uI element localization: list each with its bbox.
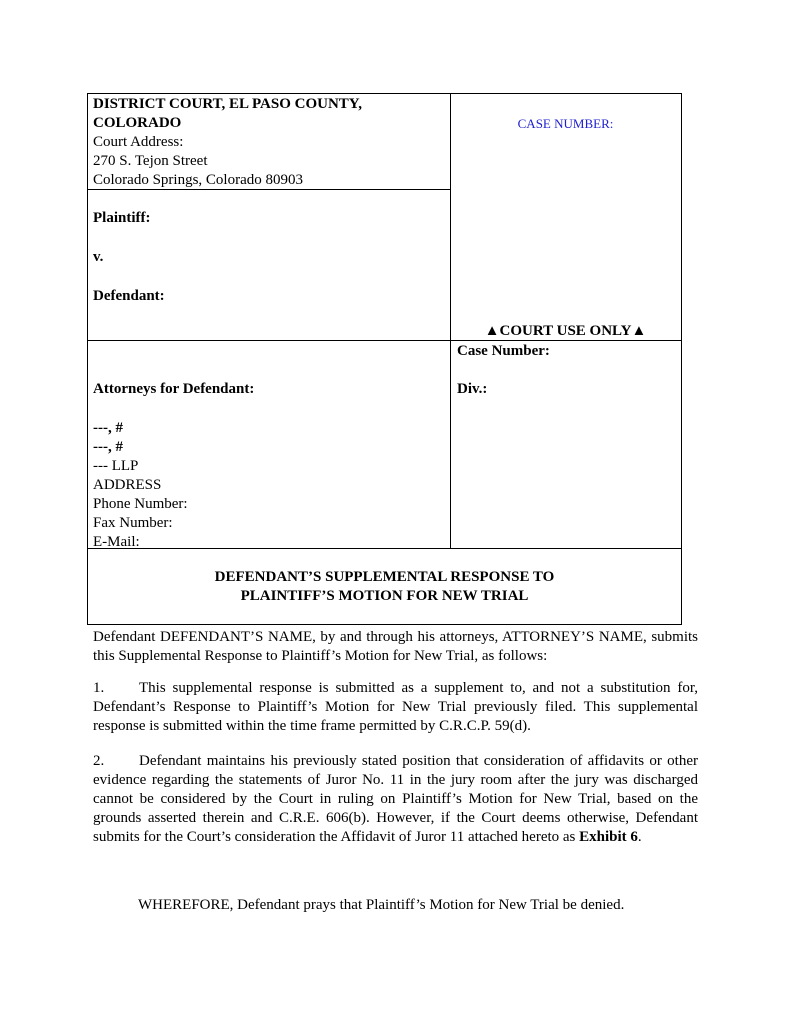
attorney-line2: ---, # xyxy=(93,439,123,455)
title-line2: PLAINTIFF’S MOTION FOR NEW TRIAL xyxy=(240,588,529,604)
paragraph-1 xyxy=(93,679,698,736)
case-number-label-top: CASE NUMBER: xyxy=(517,116,614,131)
email-label: E-Mail: xyxy=(93,534,140,550)
paragraph-1-number: 1. xyxy=(93,680,105,696)
division-field: Div.: xyxy=(457,381,488,397)
court-name-line1: DISTRICT COURT, EL PASO COUNTY, xyxy=(93,96,362,112)
paragraph-2 xyxy=(93,752,698,847)
court-street: 270 S. Tejon Street xyxy=(93,153,208,169)
intro-paragraph: Defendant DEFENDANT’S NAME, by and through his attorneys, ATTORNEY’S NAME, submits this Supplemental Response to Plaintiff’s Motion for New Trial, as follows: xyxy=(93,629,698,664)
case-caption-table xyxy=(87,93,682,625)
paragraph-2-end: . xyxy=(637,829,642,845)
court-address-label: Court Address: xyxy=(93,134,184,150)
court-use-only-label: ▲COURT USE ONLY▲ xyxy=(484,323,647,339)
firm-name: --- LLP xyxy=(93,458,139,474)
court-city: Colorado Springs, Colorado 80903 xyxy=(93,172,303,188)
court-block xyxy=(93,95,443,190)
court-name-line2: COLORADO xyxy=(93,115,182,131)
defendant-label: Defendant: xyxy=(93,288,165,304)
phone-label: Phone Number: xyxy=(93,496,188,512)
versus-label: v. xyxy=(93,249,104,265)
wherefore-clause: WHEREFORE, Defendant prays that Plaintiff’s Motion for New Trial be denied. xyxy=(138,897,625,913)
paragraph-2-text: Defendant maintains his previously stated position that consideration of affidavits or other evidence regarding the statements of Juror No. 11 in the jury room after the jury was discharged cannot be considered by the Court in ruling on Plaintiff’s Motion for New Trial, based on the grounds asserted therein and C.R.E. 606(b). However, if the Court deems otherwise, Defendant submits for the Court’s consideration the Affidavit of Juror 11 attached hereto as xyxy=(93,753,698,845)
paragraph-1-text: This supplemental response is submitted as a supplement to, and not a substitution for, Defendant’s Response to Plaintiff’s Motion for New Trial previously filed. This supplemental response is submitted within the time frame permitted by C.R.C.P. 59(d). xyxy=(93,680,698,734)
attorney-block xyxy=(93,419,443,552)
attorney-line1: ---, # xyxy=(93,420,123,436)
paragraph-2-number: 2. xyxy=(93,753,105,769)
plaintiff-label: Plaintiff: xyxy=(93,210,151,226)
exhibit-reference: Exhibit 6 xyxy=(579,829,638,845)
title-line1: DEFENDANT’S SUPPLEMENTAL RESPONSE TO xyxy=(214,569,555,585)
case-number-field: Case Number: xyxy=(457,343,550,359)
firm-address: ADDRESS xyxy=(93,477,162,493)
fax-label: Fax Number: xyxy=(93,515,173,531)
attorneys-label: Attorneys for Defendant: xyxy=(93,381,255,397)
document-title xyxy=(88,568,681,606)
